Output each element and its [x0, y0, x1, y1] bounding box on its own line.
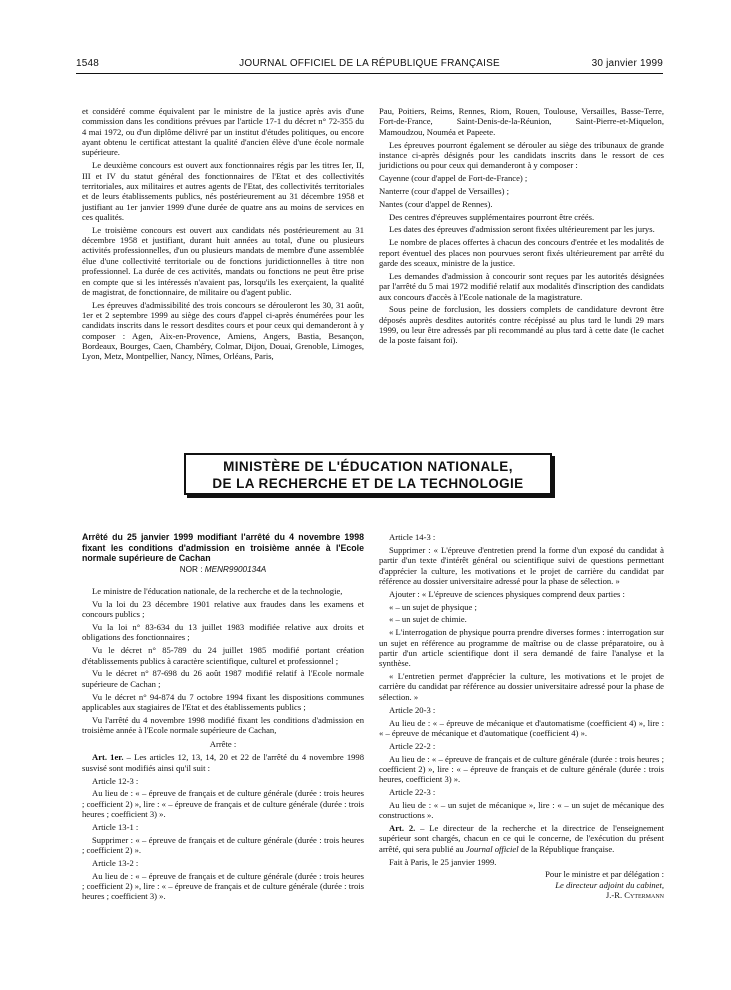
paragraph: Les demandes d'admission à concourir sont reçues par les autorités désignées par l'arrêté du 5 mai 1972 modifié relatif aux modalités d'inscription des candidats aux concours d'accès à l'Ecole nationale de la magistrature.	[379, 270, 664, 302]
list-item: Cayenne (cour d'appel de Fort-de-France) ;	[379, 173, 528, 184]
paragraph: Au lieu de : « – épreuve de français et de culture générale (durée : trois heures ; coefficient 2) », lire : « – épreuve de français et de culture générale (durée : trois heures ; coefficient 3) ».	[82, 870, 364, 902]
visa: Vu le décret n° 94-874 du 7 octobre 1994 fixant les dispositions communes applicables aux stagiaires de l'Etat et des établissements publics ;	[82, 691, 364, 712]
issue-date: 30 janvier 1999	[591, 58, 663, 69]
visa: Vu la loi n° 83-634 du 13 juillet 1983 modifiée relative aux droits et obligations des fonctionnaires ;	[82, 622, 364, 643]
paragraph: Au lieu de : « – épreuve de français et de culture générale (durée : trois heures ; coefficient 2) », lire : « – épreuve de français et de culture générale (durée : trois heures ; coefficient 3) ».	[82, 788, 364, 820]
signature-delegation: Pour le ministre et par délégation :	[545, 869, 664, 880]
article-1-text: – Les articles 12, 13, 14, 20 et 22 de l'arrêté du 4 novembre 1998 susvisé sont modifiés ainsi qu'il suit :	[82, 752, 365, 773]
arrete-title-block	[82, 532, 364, 575]
paragraph: « – un sujet de chimie.	[389, 614, 467, 625]
list-item: Nantes (cour d'appel de Rennes).	[379, 198, 493, 209]
paragraph: Article 13-1 :	[92, 821, 139, 832]
page-number: 1548	[76, 58, 100, 69]
article-2	[379, 823, 664, 854]
ministry-heading-line: MINISTÈRE DE L'ÉDUCATION NATIONALE,	[223, 459, 513, 474]
visa: Vu l'arrêté du 4 novembre 1998 modifié fixant les conditions d'admission en troisième année à l'Ecole normale supérieure de Cachan,	[82, 714, 364, 736]
page-header	[76, 58, 663, 72]
paragraph: « L'entretien permet d'apprécier la culture, les motivations et le projet de carrière du candidat par référence au dossier universitaire adressé pour la phase de sélection. »	[379, 671, 664, 702]
top-left-column	[82, 106, 364, 364]
paragraph: Supprimer : « – épreuve de français et de culture générale (durée : trois heures ; coefficient 2) ».	[82, 834, 364, 856]
paragraph: Le ministre de l'éducation nationale, de la recherche et de la technologie,	[92, 586, 343, 596]
paragraph: Les dates des épreuves d'admission seront fixées ultérieurement par les jurys.	[389, 224, 655, 235]
article-2-text: – Le directeur de la recherche et la directrice de l'enseignement supérieur sont chargés, chacun en ce qui le concerne, de l'exécution du présent arrêté, qui sera publié au	[379, 823, 665, 854]
paragraph: Article 12-3 :	[92, 775, 139, 786]
fait-a-paris: Fait à Paris, le 25 janvier 1999.	[389, 856, 497, 867]
paragraph: Les épreuves pourront également se dérouler au siège des tribunaux de grande instance ci-après désignés pour les candidats inscrits dans le ressort de ces juridictions ou pour ceux qui demanderont à y composer :	[379, 139, 664, 171]
nor-reference	[82, 565, 364, 576]
paragraph: Au lieu de : « – un sujet de mécanique », lire : « – un sujet de mécanique des constructions ».	[379, 799, 664, 821]
signature-name: J.-R. Cytermann	[605, 890, 664, 901]
paragraph: Le troisième concours est ouvert aux candidats nés postérieurement au 31 décembre 1958 et justifiant, durant huit années au total, d'une ou plusieurs activités professionnelles, d'un ou plusieurs mandats de membre d'une assemblée élue d'une collectivité territoriale ou de fonctions juridictionnelles à titre non professionnel. La durée de ces activités, mandats ou fonctions ne peut être prise en compte que si les intéressés n'avaient pas, lorsqu'ils les exerçaient, la qualité de magistrat, de fonctionnaire, de militaire ou d'agent public.	[82, 224, 364, 297]
article-2-label: Art. 2.	[389, 823, 416, 834]
header-rule	[76, 73, 663, 74]
journal-title: JOURNAL OFFICIEL DE LA RÉPUBLIQUE FRANÇAISE	[239, 58, 500, 69]
paragraph: Article 13-2 :	[92, 857, 139, 868]
paragraph: Des centres d'épreuves supplémentaires pourront être créés.	[389, 211, 595, 222]
article-1-label: Art. 1er.	[92, 752, 124, 763]
paragraph: Supprimer : « L'épreuve d'entretien prend la forme d'un exposé du candidat à partir d'un texte d'intérêt général ou scientifique suivi de questions permettant d'apprécier la culture, les motivations et le projet de carrière du candidat par référence au dossier universitaire adressé pour la phase de sélection. »	[379, 544, 664, 586]
arrete-title: Arrêté du 25 janvier 1999 modifiant l'arrêté du 4 novembre 1998 fixant les conditions d'admission en troisième année à l'Ecole normale supérieure de Cachan	[82, 532, 364, 564]
ministry-heading-line: DE LA RECHERCHE ET DE LA TECHNOLOGIE	[212, 476, 524, 491]
paragraph: Le deuxième concours est ouvert aux fonctionnaires régis par les titres Ier, II, III et IV du statut général des fonctionnaires de l'Etat et des collectivités territoriales, aux militaires et autres agents de l'Etat, des collectivités territoriales et de leurs établissements publics, nés postérieurement au 31 décembre 1958 et justifiant au 1er janvier 1999 d'une durée de quatre ans au moins de services en ces qualités.	[82, 160, 364, 222]
paragraph: Article 20-3 :	[389, 704, 436, 715]
paragraph: Pau, Poitiers, Reims, Rennes, Riom, Rouen, Toulouse, Versailles, Basse-Terre, Fort-de-France, Saint-Denis-de-la-Réunion, Saint-Pierre-et-Miquelon, Mamoudzou, Nouméa et Papeete.	[379, 106, 664, 137]
bottom-left-column	[82, 586, 364, 904]
nor-label: NOR :	[179, 564, 205, 574]
paragraph: « L'interrogation de physique pourra prendre diverses formes : interrogation sur un sujet en référence au programme de maîtrise ou de classe préparatoire, ou à partir d'un article scientifique dont il sera demandé de faire l'analyse et la synthèse.	[379, 627, 664, 669]
paragraph: et considéré comme équivalent par le ministre de la justice après avis d'une commission dans les conditions prévues par l'article 17-1 du décret n° 72-355 du 4 mai 1972, ou d'un diplôme délivré par un institut d'études politiques, ou encore ayant obtenu le certificat attestant la qualité d'ancien élève d'une école normale supérieure.	[82, 106, 364, 158]
visa: Vu la loi du 23 décembre 1901 relative aux fraudes dans les examens et concours publics ;	[82, 598, 364, 620]
nor-code: MENR9900134A	[204, 564, 267, 574]
top-right-column	[379, 106, 664, 348]
paragraph: Au lieu de : « – épreuve de mécanique et d'automatisme (coefficient 4) », lire : « – épreuve de mécanique et d'automatique (coefficient 4) ».	[379, 717, 664, 738]
paragraph: Le nombre de places offertes à chacun des concours d'entrée et les modalités de report éventuel des places non pourvues seront fixés ultérieurement par arrêté du garde des sceaux, ministre de la justice.	[379, 237, 664, 268]
journal-officiel-ref: Journal officiel	[465, 843, 519, 854]
paragraph: Les épreuves d'admissibilité des trois concours se dérouleront les 30, 31 août, 1er et 2 septembre 1999 au siège des cours d'appel ci-après énumérées pour les candidats inscrits dans le ressort desdites cours et pour ceux qui demanderont à y composer : Agen, Aix-en-Provence, Amiens, Angers, Bastia, Besançon, Bordeaux, Bourges, Caen, Chambéry, Colmar, Dijon, Douai, Grenoble, Limoges, Lyon, Metz, Montpellier, Nancy, Nîmes, Orléans, Paris,	[82, 299, 364, 362]
article-2-text-end: de la République française.	[518, 843, 615, 854]
paragraph: Au lieu de : « – épreuve de français et de culture générale (durée : trois heures ; coefficient 2) », lire : « – épreuve de français et de culture générale (durée : trois heures, coefficient 3) ».	[379, 753, 664, 785]
arrete-word: Arrête :	[209, 739, 237, 750]
signature-title: Le directeur adjoint du cabinet,	[555, 879, 664, 890]
paragraph: Article 22-2 :	[389, 740, 436, 751]
paragraph: Article 22-3 :	[389, 787, 436, 798]
paragraph: Sous peine de forclusion, les dossiers complets de candidature devront être déposés auprès desdites autorités contre récépissé au plus tard le lundi 29 mars 1999, ou leur être adressés par pli recommandé au plus tard à cette date (le cachet de la poste faisant foi).	[379, 304, 664, 346]
paragraph: « – un sujet de physique ;	[389, 601, 477, 612]
paragraph: Ajouter : « L'épreuve de sciences physiques comprend deux parties :	[389, 588, 625, 599]
visa: Vu le décret n° 87-698 du 26 août 1987 modifié relatif à l'Ecole normale supérieure de Cachan ;	[82, 668, 364, 689]
article-1	[82, 752, 364, 773]
visa: Vu le décret n° 85-789 du 24 juillet 1985 modifié portant création d'établissements publics à caractère scientifique, culturel et professionnel ;	[82, 645, 364, 666]
ministry-heading-box	[184, 453, 552, 495]
paragraph: Article 14-3 :	[389, 532, 436, 542]
list-item: Nanterre (cour d'appel de Versailles) ;	[379, 185, 510, 196]
bottom-right-column	[379, 532, 664, 901]
